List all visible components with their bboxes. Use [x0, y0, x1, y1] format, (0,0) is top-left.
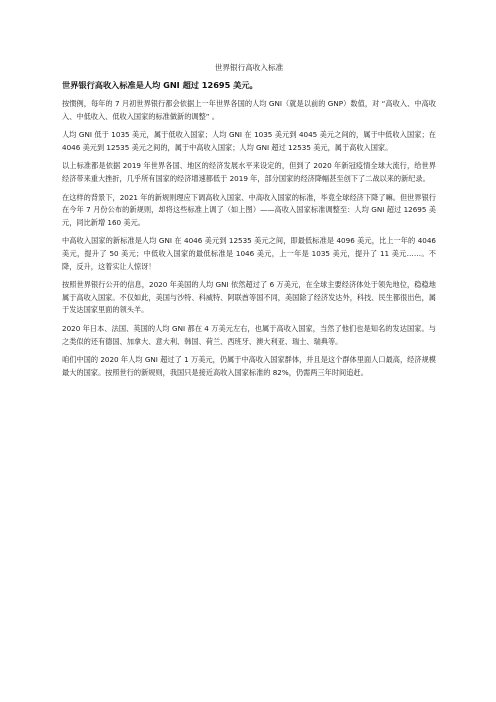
document-page: [62, 62, 436, 385]
paragraph: 咱们中国的 2020 年人均 GNI 超过了 1 万美元，仍属于中高收入国家群体，并且是这个群体里面人口最高，经济规模最大的国家。按照世行的新规则，我国只是接近高收入国家标准的 82%，仍需两三年时间追赶。: [62, 355, 436, 377]
paragraph: 以上标准都是依据 2019 年世界各国、地区的经济发展水平来设定的，但到了 2020 年新冠疫情全球大流行，给世界经济带来重大挫折，几乎所有国家的经济增速都低于 2019 年，部分国家的经济降幅甚至创下了二战以来的新纪录。: [62, 161, 436, 183]
paragraph: 按照世界银行公开的信息，2020 年美国的人均 GNI 依然超过了 6 万美元，在全球主要经济体处于领先地位，稳稳地属于高收入国家。不仅如此，美国与沙特、科威特、阿联酋等国不同，美国除了经济发达外，科技、民生都很出色，属于发达国家里面的领头羊。: [62, 280, 436, 315]
paragraph: 在这样的背景下，2021 年的新规则理应下调高收入国家、中高收入国家的标准，毕竟全球经济下降了嘛。但世界银行在今年 7 月份公布的新规则，却将这些标准上调了（如上图）——高收入国家标准调整至：人均 GNI 超过 12695 美元，同比新增 160 美元。: [62, 192, 436, 227]
paragraph: 按惯例，每年的 7 月初世界银行都会依据上一年世界各国的人均 GNI（就是以前的 GNP）数值，对 “高收入、中高收入、中低收入、低收入国家的标准做新的调整” 。: [62, 99, 436, 121]
document-heading: 世界银行高收入标准是人均 GNI 超过 12695 美元。: [62, 80, 258, 90]
paragraph: 人均 GNI 低于 1035 美元，属于低收入国家；人均 GNI 在 1035 美元到 4045 美元之间的，属于中低收入国家；在 4046 美元到 12535 美元之间的，属于中高收入国家；人均 GNI 超过 12535 美元，属于高收入国家。: [62, 130, 436, 152]
document-title: 世界银行高收入标准: [214, 63, 284, 72]
paragraph: 中高收入国家的新标准是人均 GNI 在 4046 美元到 12535 美元之间，即最低标准是 4096 美元，比上一年的 4046 美元，提升了 50 美元；中低收入国家的最低标准是 1046 美元，上一年是 1035 美元，提升了 11 美元……。不降，反升，这着实让人惊讶！: [62, 236, 436, 271]
paragraph: 2020 年日本、法国、英国的人均 GNI 都在 4 万美元左右，也属于高收入国家，当然了他们也是知名的发达国家。与之类似的还有德国、加拿大、意大利、韩国、荷兰、西班牙、澳大利亚、瑞士、瑞典等。: [62, 323, 436, 346]
